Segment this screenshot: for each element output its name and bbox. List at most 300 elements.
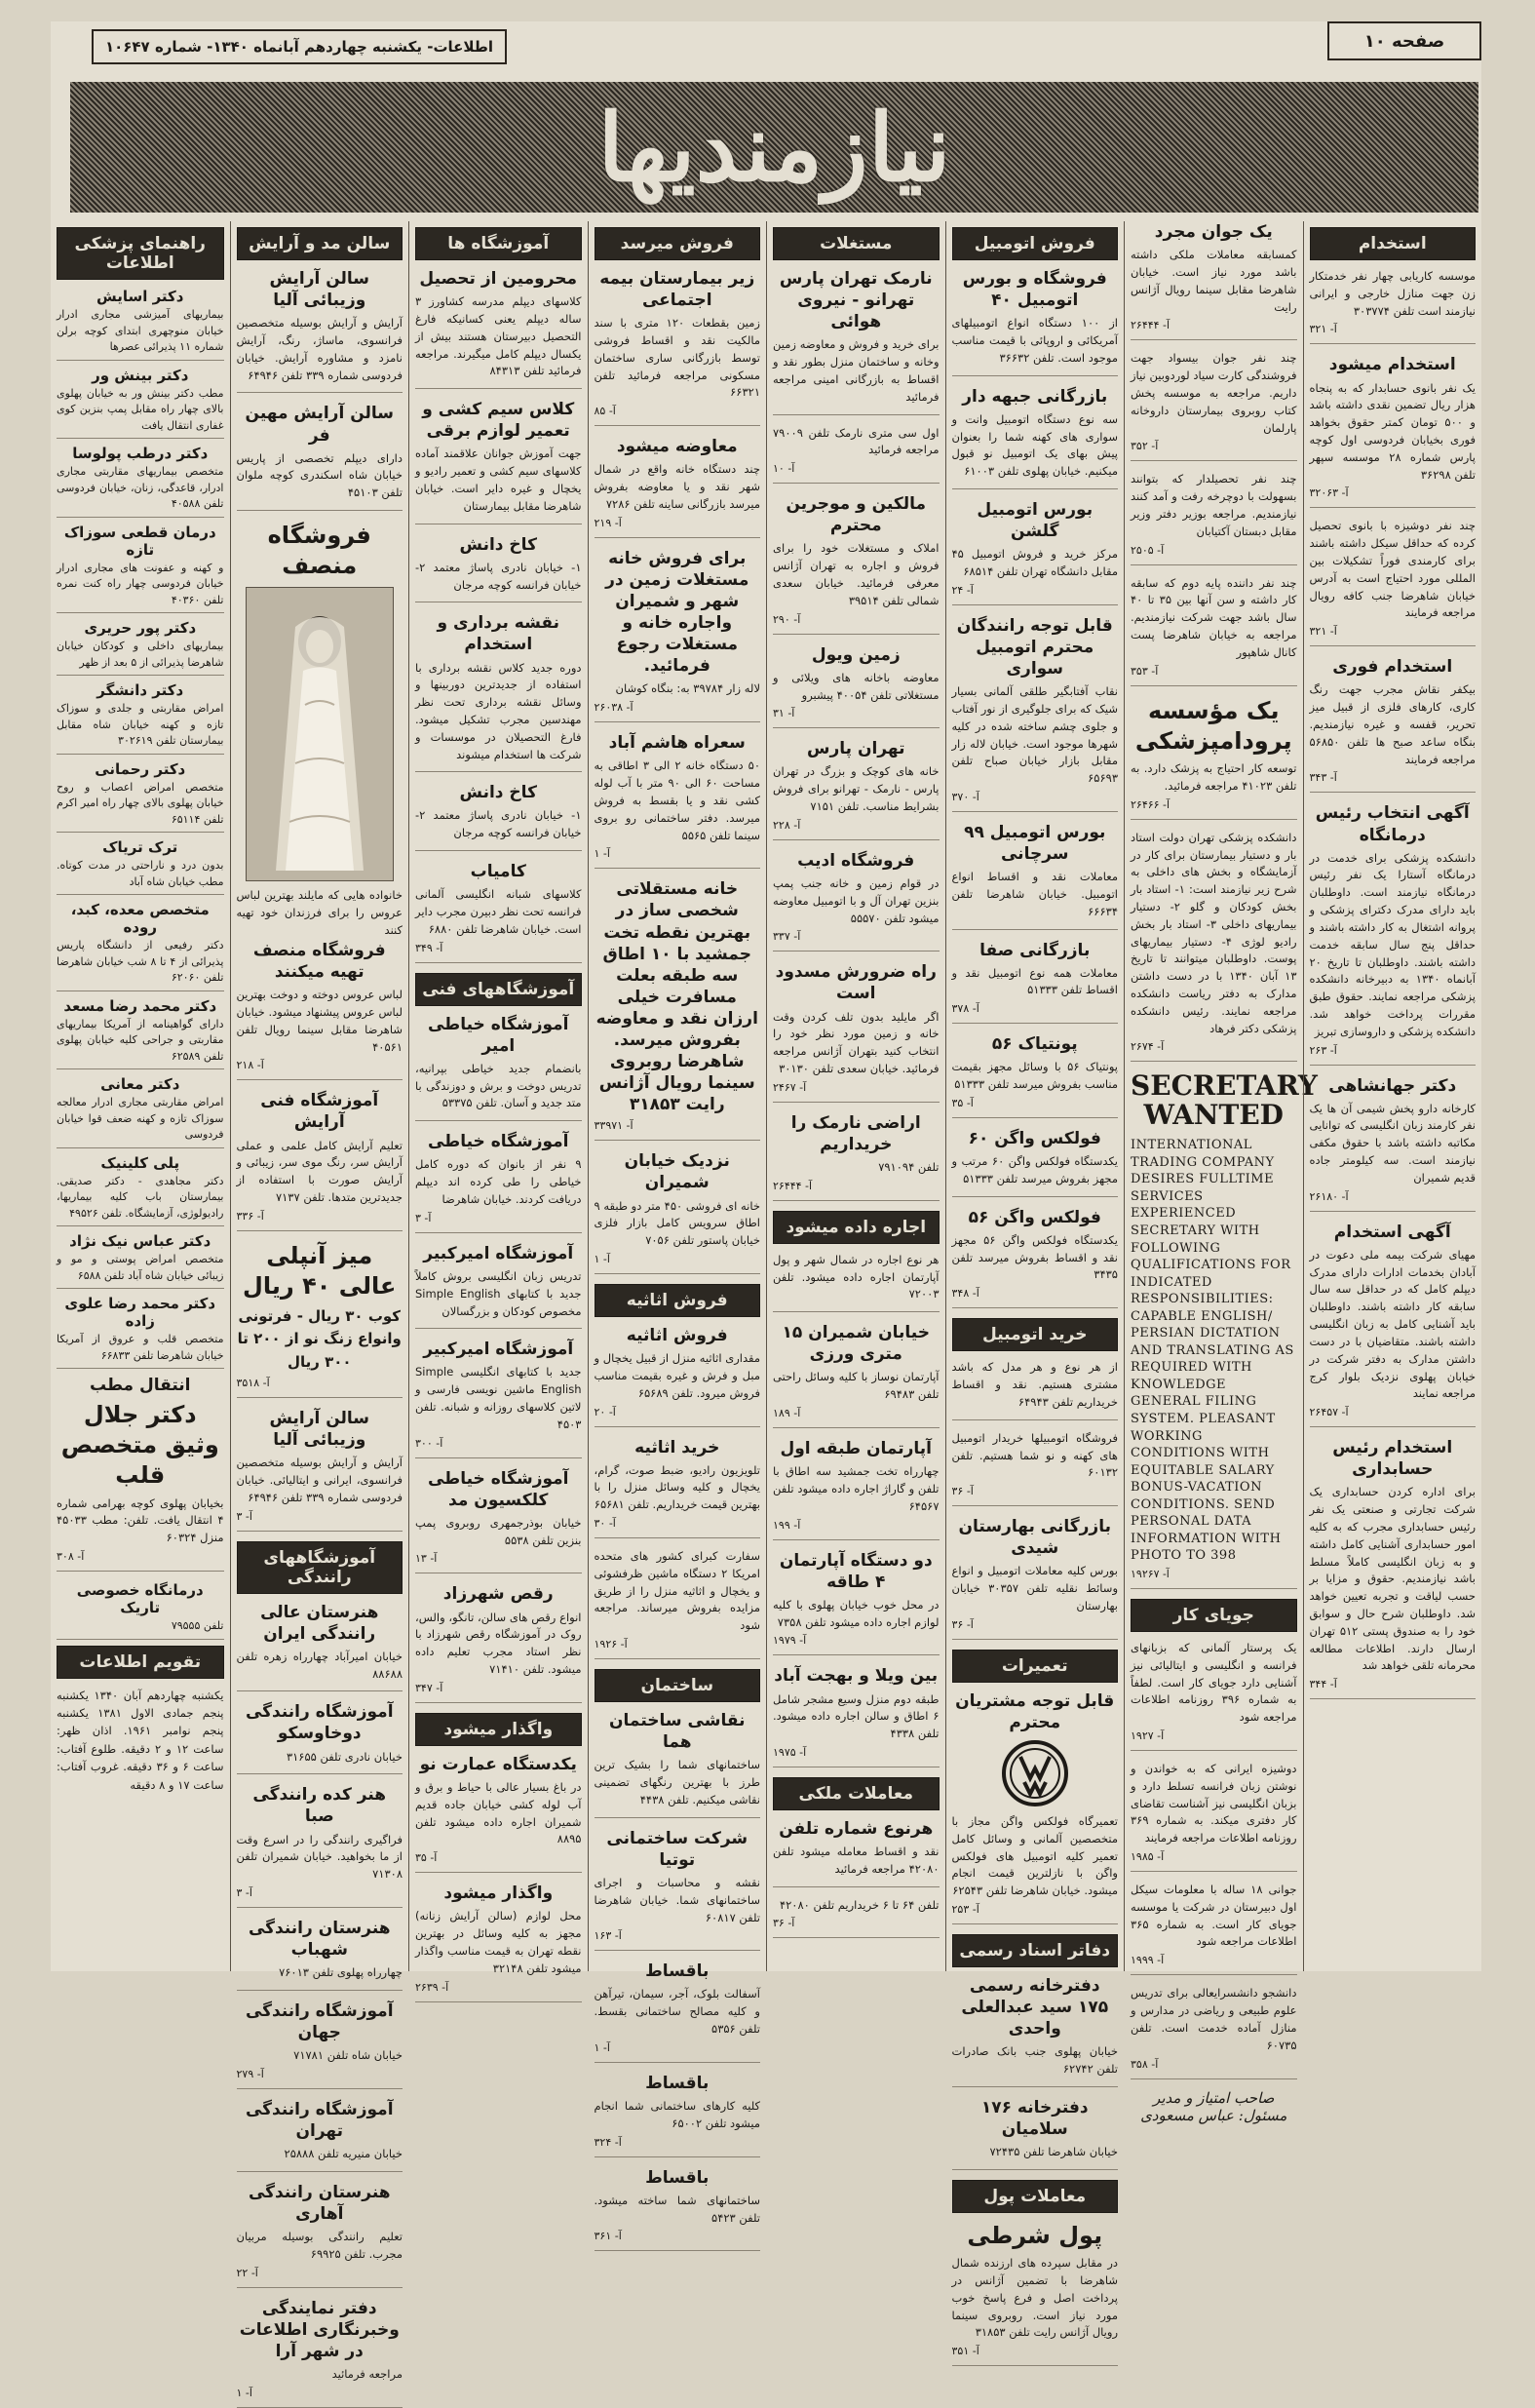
ad-text: اول سی متری نارمک تلفن ۷۹۰۰۹ مراجعه فرمائید [773,425,940,457]
ad-code: آ- ۳۶ [951,1485,974,1498]
ad-item [1131,1640,1297,1751]
ad-text: مراجعه فرمائید [331,2367,403,2382]
ad-item [952,940,1119,1025]
ad-text: تلویزیون رادیو، ضبط صوت، گرام، یخچال و کلیه وسائل منزل را با بهترین قیمت خریداریم. تلفن ۶۵۶۸۱ [594,1462,760,1512]
doctor-name: دکتر پور حریری [84,619,197,637]
ad-code: آ- ۳۳۹۷۱ [594,1119,633,1133]
ad-text: دوره جدید کلاس نقشه برداری با استفاده از جدیدترین دوربینها و وسائل نقشه برداری تحت نظر مهندسین مجرب تشکیل میشود. فارغ التحصیلان در موسسات و شرکت ها استخدام میشوند [415,660,582,761]
ad-text: چند دستگاه خانه واقع در شمال شهر نقد و یا معاوضه بفروش میرسد بازرگانی ساینه تلفن ۷۲۸۶ [594,462,760,511]
ad-columns [51,221,1481,2399]
ad-list [415,1754,582,2002]
ad-item [595,1710,761,1818]
ad-text: دانشجو دانشسرایعالی برای تدریس علوم طبیعی و ریاضی در مدارس و منازل آماده خدمت است. تلفن ۶۰۷۳۵ [1131,1986,1297,2052]
ad-item [237,268,403,393]
ad-text: تلفن ۷۹۱۰۹۴ [878,1160,940,1174]
ad-item [595,1961,761,2063]
ad-code: آ- ۳۴۴ [1309,1678,1337,1691]
ad-item [415,268,582,389]
ad-list [595,1325,761,1659]
ad-code: آ- ۳۰۸ [57,1550,85,1564]
ad-item [952,268,1119,376]
ad-subtitle: فروشگاه منصف تهیه میکنند [252,940,386,982]
ad-code: آ- ۲۷۹ [236,2067,264,2080]
ad-text: خیابان پهلوی جنب بانک صادرات تلفن ۶۲۷۴۲ [951,2044,1118,2077]
doctor-entry [57,1232,224,1289]
ad-item [1310,354,1477,508]
column-medical [51,221,230,1971]
ad-item [237,1701,403,1774]
ad-item [415,612,582,772]
ad-notice [57,1375,224,1572]
doctor-text: بیماریهای داخلی و کودکان خیابان شاهرضا پذیرائی از ۵ بعد از ظهر [57,640,224,669]
ad-code: آ- ۱۹۹ [773,1518,801,1532]
ad-title: خیابان شمیران ۱۵ متری ورزی [782,1323,930,1365]
ad-title: آموزشگاه امیرکبیر [423,1340,574,1360]
section-header: آموزشگاه ها [415,227,582,260]
ad-item [773,493,940,634]
ad-title: قابل توجه رانندگان محترم اتومبیل سواری [956,615,1113,679]
ad-text: بانضمام جدید خیاطی بپرانیه، تدریس دوخت و برش و دوزندگی با متد جدید و آسان. تلفن ۵۳۳۷۵ [415,1061,582,1110]
ad-code: آ- ۲۶۴۵۷ [1309,1406,1349,1419]
ad-list [773,1818,940,1939]
ad-title: قابل توجه مشتریان محترم [955,1690,1115,1732]
doctor-name: دکتر معانی [100,1075,180,1093]
ad-title: بورس اتومبیل ۹۹ سرچانی [964,822,1106,865]
column-employment [1303,221,1482,1971]
column-property [766,221,945,1971]
doctor-text: بدون درد و ناراحتی در مدت کوتاه. مطب خیابان شاه آباد [57,859,224,888]
ad-code: آ- ۳۵۱۸ [236,1376,270,1389]
ad-code: آ- ۳۵ [951,1097,974,1109]
ad-item [415,1468,582,1574]
ad-code: آ- ۳۳۷ [773,930,801,944]
ad-title: فروش اثاثیه [626,1325,728,1345]
ad-item [1131,350,1297,461]
ad-item [1131,1882,1297,1975]
ad-code: آ- ۲۲۸ [773,818,801,832]
ad-text: سه نوع دستگاه اتومبیل وانت و سواری های کهنه شما را بعنوان پیش بهای یک اتومبیل نو قبول میکنیم. خیابان پهلوی تلفن ۶۱۰۰۳ [951,411,1118,479]
ad-item [1310,1437,1477,1699]
ad-title: استخدام میشود [1328,355,1456,375]
ad-text: کمسابقه معاملات ملکی داشته باشد مورد نیاز است. خیابان شاهرضا مقابل سینما رویال آژانس رایت [1131,248,1297,314]
ad-title: آموزشگاه رانندگی دوخاوسکو [245,1702,394,1744]
ad-title: بورس اتومبیل گلشن [977,499,1094,542]
calendar-text: یکشنبه چهاردهم آبان ۱۳۴۰ یکشنبه پنجم جمادی الاول ۱۳۸۱ یکشنبه پنجم نوامبر ۱۹۶۱. اذان ظهر: ساعت ۱۲ و ۲ دقیقه. طلوع آفتاب: ساعت ۶ و ۳۶ دقیقه. غروب آفتاب: ساعت ۱۷ و ۸ دقیقه [57,1688,224,1792]
ad-title: خانه مستقلاتی شخصی ساز در بهترین نقطه تخت جمشید با ۱۰ اطاق سه طبقه بعلت مسافرت خیلی ارزان نقد و معاوضه بفروش میرسد. شاهرضا روبروی سینما رویال آژانس رایت ۳۱۸۵۳ [595,879,758,1115]
ad-item [237,403,403,511]
ad-title: مالکین و موجرین محترم [786,494,926,536]
doctor-text: متخصص امراض پوستی و مو و زیبائی خیابان شاه آباد تلفن ۶۵۸۸ [57,1253,224,1282]
ad-title: دفتر نمایندگی وخبرنگاری اطلاعات در شهر آرا [239,2298,400,2361]
ad-title: نقشه برداری و استخدام [437,613,559,655]
ad-code: آ- ۳۴۹ [415,941,443,954]
ad-item [773,1818,940,1887]
ad-featured [1131,696,1297,820]
ad-text: از هر نوع و هر مدل که باشد مشتری هستیم. نقد و اقساط خریداریم تلفن ۶۴۹۴۳ [951,1360,1118,1409]
ad-text: دارای دیپلم تخصصی از پاریس خیابان شاه اسکندری کوچه ملوان تلفن ۴۵۱۰۳ [236,450,403,500]
doctor-name: دکتر عباس نیک نژاد [69,1232,211,1250]
ad-item [952,1207,1119,1309]
ad-title: سالن آرایش وزیبائی آلیا [269,1408,370,1450]
ad-code: آ- ۳۶ [951,1617,974,1631]
ad-text: تلفن ۶۴ تا ۶ خریداریم تلفن ۴۲۰۸۰ [779,1897,940,1912]
section-header: جویای کار [1131,1599,1297,1632]
section-header: آموزشگاههای رانندگی [237,1541,403,1594]
ad-code: آ- ۲۱۹ [594,516,622,529]
ad-item [773,1112,940,1201]
section-header: واگذار میشود [415,1713,582,1746]
section-header: استخدام [1310,227,1477,260]
ad-featured [237,1241,403,1398]
ad-text: املاک و مستغلات خود را برای فروش و اجاره به تهران آژانس معرفی فرمائید. خیابان سعدی شمالی تلفن ۳۹۵۱۴ [773,541,940,607]
ad-item [1131,575,1297,686]
ad-text: ساختمانهای شما ساخته میشود. تلفن ۵۴۲۳ [594,2193,760,2225]
ad-text: فراگیری رانندگی را در اسرع وقت از ما بخواهید. خیابان شمیران تلفن ۷۱۳۰۸ [236,1832,403,1882]
doctor-entry [57,1295,224,1369]
ad-title: آموزشگاه خیاطی [427,1132,569,1152]
ad-code: آ- ۲۴ [951,583,974,597]
ad-item [237,2099,403,2172]
ad-text: یک پرستار آلمانی که بزبانهای فرانسه و انگلیسی و ایتالیائی نیز آشنایی دارد جویای کار است. لطفاً به شماره ۳۹۶ روزنامه اطلاعات مراجعه شود [1131,1640,1297,1725]
ad-list [237,1602,403,2408]
ad-code: آ- ۲۴۶۷ [773,1080,807,1094]
bride-illustration-icon [247,588,393,880]
ad-title: هنرستان عالی رانندگی ایران [260,1602,379,1644]
ad-list [1131,221,1297,686]
clinic-text: تلفن ۷۹۵۵۵ [171,1619,224,1633]
ad-item [952,2097,1119,2170]
ad-text: یکدستگاه فولکس واگن ۵۶ مجهز نقد و اقساط بفروش میرسد تلفن ۳۴۳۵ [951,1232,1118,1282]
ad-text: چهارراه تخت جمشید سه اطاق با تلفن و گاراژ اجاره داده میشود تلفن ۶۴۵۶۷ [773,1464,940,1513]
ad-code: آ- ۲۶۳۹ [415,1980,449,1994]
page-number: صفحه ۱۰ [1327,21,1481,60]
ad-code: آ- ۱۳ [415,1552,438,1566]
ad-item [595,436,761,538]
ad-code: آ- ۳۲۴ [594,2135,622,2149]
ad-text: مهیای شرکت بیمه ملی دعوت در آبادان بخدمات ادارات دارای مدرک دیپلم کامل که در حداقل سه سال سابقه کار داشته باشند. داوطلبان باید آشنایی کامل به زبان انگلیسی داشته باشند. متقاضیان با در دست داشتن مدارک به دفتر شرکت در خیابان پهلوی نزدیک بلوار کرج مراجعه نمایند [1309,1247,1476,1401]
doctor-name: دکتر بینش ور [92,366,189,384]
ad-title: باقساط [645,2073,710,2093]
ad-code: آ- ۳ [236,1509,252,1523]
ad-text: طبقه دوم منزل وسیع مشجر شامل ۶ اطاق و سالن اجاره داده میشود. تلفن ۴۳۳۸ [773,1691,940,1741]
ad-code: آ- ۱۹۲۶۷ [1131,1567,1170,1580]
ad-text: کلاسهای شبانه انگلیسی آلمانی فرانسه تحت نظر دبیرن مجرب دایر است. خیابان شاهرضا تلفن ۶۸۸۰ [415,887,582,936]
ad-text: نقد و اقساط معامله میشود تلفن ۴۲۰۸۰ مراجعه فرمائید [773,1845,940,1876]
ad-code: آ- ۳۴۸ [951,1287,979,1301]
ad-title: دفترخانه رسمی ۱۷۵ سید عبدالعلی واحدی [961,1976,1109,2039]
section-header: راهنمای پزشکی اطلاعات [57,227,224,280]
ad-item [1310,1222,1477,1427]
column-employment-2 [1124,221,1318,2124]
ad-code: آ- ۳۶۱ [594,2230,622,2243]
ad-text: معاوضه باخانه های ویلائی و مستغلاتی تلفن ۴۰۰۵۴ پیشبرو [773,670,940,702]
ad-item [1131,471,1297,564]
ad-item [1310,518,1477,646]
ad-title: پونتیاک ۵۶ [991,1034,1078,1055]
ad-code: آ- ۳ [236,1885,252,1899]
ad-repair [952,1690,1119,1924]
ad-text: خیابان نادری تلفن ۳۱۶۵۵ [286,1749,403,1764]
ad-text: مقداری اثاثیه منزل از قبیل یخچال و مبل و فرش و غیره بقیمت مناسب فروش میرود. تلفن ۶۵۶۸۹ [594,1351,760,1400]
ad-code: آ- ۲۶۳ [1309,1043,1337,1057]
doctor-entry [57,445,224,518]
ad-title: میز آنپلی عالی ۴۰ ریال [243,1241,397,1300]
ad-item [773,1322,940,1428]
ad-item [415,782,582,851]
section-header: ساختمان [595,1669,761,1702]
ad-item [952,499,1119,605]
ad-text: ۱- خیابان نادری پاساژ معتمد ۲- خیابان فرانسه کوچه مرجان [415,808,582,840]
ad-title: فولکس واگن ۵۶ [968,1207,1101,1227]
ad-text: آرایش و آرایش بوسیله متخصصین فرانسوی، ایرانی و ایتالیائی. خیابان فردوسی شماره ۳۳۹ تلفن ۶۴۹۴۶ [236,1456,403,1504]
ad-code: آ- ۳۲۰۶۳ [1309,486,1349,500]
ad-text: از ۱۰۰ دستگاه انواع اتومبیلهای آمریکائی و اروپائی با قیمت مناسب موجود است. تلفن ۳۶۶۳۲ [951,316,1118,365]
ad-title: دو دستگاه آپارتمان ۴ طاقه [779,1550,933,1592]
ad-title: زیر بیمارستان بیمه اجتماعی [599,269,755,311]
doctor-text: متخصص بیماریهای مقاربتی مجاری ادرار، قاعدگی، زنان، خیابان فردوسی تلفن ۴۰۵۸۸ [57,465,224,510]
ad-title: آموزشگاه خیاطی امیر [427,1014,569,1056]
doctor-entry [57,760,224,834]
ad-title: استخدام رئیس حسابداری [1332,1438,1453,1480]
ad-item [1310,268,1477,344]
ad-title: نزدیک خیابان شمیران [624,1151,730,1193]
ad-item [773,268,940,415]
ad-title: یک جوان مجرد [1154,222,1273,242]
ad-text: چند نفر داننده پایه دوم که سابقه کار داشته و سن آنها بین ۳۵ تا ۴۰ سال باشد جهت شرکت نیازمندیم. مراجعه به خیابان شاهرضا پست کانال شاهپور [1131,575,1297,659]
ad-list [1131,830,1297,1063]
ad-code: آ- ۱۹۸۵ [1131,1850,1165,1864]
doctor-name: درمان قطعی سوزاک تازه [63,523,216,559]
ad-item [773,850,940,952]
ad-code: آ- ۱۹۷۹ [773,1634,807,1648]
column-for-sale [588,221,767,2243]
ad-title: تهران پارس [807,739,905,759]
ad-code: آ- ۳۰ [594,1517,616,1531]
ad-title: سالن آرایش وزیبائی آلیا [269,269,370,311]
ad-title: واگذار میشود [443,1884,554,1904]
ad-code: آ- ۱۹۲۶ [594,1638,628,1651]
newspaper-page [51,21,1481,2399]
ad-item [595,268,761,426]
doctor-name: پلی کلینیک [100,1153,180,1172]
ad-text: در محل خوب خیابان پهلوی با کلیه لوازم اجاره داده میشود تلفن ۷۳۵۸ [773,1597,940,1629]
ad-code: آ- ۲۶۴۴۴ [773,1179,813,1192]
ad-title: آپارتمان طبقه اول [780,1439,933,1459]
section-header: تعمیرات [952,1650,1119,1683]
doctor-name: دکتر اسایش [96,288,184,305]
ad-text: تدریس زبان انگلیسی بروش کاملاً جدید با کتابهای Simple English مخصوص کودکان و بزرگسالان [415,1268,582,1318]
ad-featured [952,2221,1119,2366]
ad-item [952,1430,1119,1506]
ad-text: مرکز خرید و فروش اتومبیل ۴۵ مقابل دانشگاه تهران تلفن ۶۸۵۱۴ [951,547,1118,578]
ad-item [415,534,582,603]
ad-code: آ- ۲۲ [236,2266,258,2279]
ad-text: خیابان بوذرجمهری روبروی پمپ بنزین تلفن ۵۵۳۸ [415,1515,582,1547]
ad-list [237,1090,403,1230]
ad-title: هنرستان رانندگی شهباب [248,1918,391,1961]
ad-list [773,268,940,1201]
ad-title: آموزشگاه خیاطی کلکسیون مد [427,1468,569,1510]
ad-title: باقساط [645,1961,710,1982]
doctor-text: متخصص قلب و عروق از آمریکا خیابان شاهرضا تلفن ۶۶۸۳۳ [57,1333,224,1362]
ad-item [773,738,940,840]
ad-text: چهارراه پهلوی تلفن ۷۶۰۱۳ [279,1965,403,1980]
ad-item [595,2167,761,2252]
ad-code: آ- ۲۱۸ [236,1059,264,1072]
ad-title: استخدام فوری [1332,657,1453,678]
ad-list [415,268,582,963]
ad-text: معاملات نقد و اقساط انواع اتومبیل. خیابان شاهرضا تلفن ۶۶۶۳۴ [951,870,1118,918]
ad-item [952,1975,1119,2087]
ad-title: بازرگانی جبهه دار [962,386,1108,407]
ad-item [952,1359,1119,1419]
ad-text: زمین بقطعات ۱۲۰ متری با سند مالکیت نقد و اقساط فروشی توسط بازرگانی ساری ساختمان مسکونی مراجعه فرمائید تلفن ۶۶۳۲۱ [594,316,760,400]
ad-title: فروشگاه و بورس اتومبیل ۴۰ [962,269,1107,311]
ad-text: ساختمانهای شما را بشیک ترین طرز با بهترین رنگهای تضمینی نقاشی میکنیم. تلفن ۴۴۳۸ [594,1758,760,1806]
ad-item [415,1583,582,1702]
doctor-text: امراض مقاربتی مجاری ادرار معالجه سوزاک تازه و کهنه ضعف قوا خیابان فردوسی [57,1096,224,1141]
doctor-text: متخصص امراض اعصاب و روح خیابان پهلوی بالای چهار راه امیر اکرم تلفن ۶۵۱۱۴ [57,780,224,826]
ad-item [595,878,761,1141]
doctor-text: امراض مقاربتی و جلدی و سوزاک تازه و کهنه خیابان شاه مقابل بیمارستان تلفن ۳۰۲۶۱۹ [57,702,224,747]
ad-item [952,615,1119,812]
section-header: معاملات ملکی [773,1777,940,1810]
ad-code: آ- ۱۹۹۹ [1131,1954,1165,1967]
ad-item [595,732,761,869]
ad-text: خیابان شاه تلفن ۷۱۷۸۱ [293,2048,403,2063]
ad-code: آ- ۳۷۸ [951,1002,979,1016]
ad-text: جدید با کتابهای انگلیسی Simple English ماشین نویسی فارسی و لاتین کلاسهای روزانه و شبانه. تلفن ۴۵۰۳ [415,1365,582,1431]
ad-text: ۹ نفر از بانوان که دوره کامل خیاطی را طی کرده اند دیپلم دریافت کردند. خیابان شاهرضا [415,1157,582,1206]
ad-text: لباس عروس دوخته و دوخت بهترین لباس عروس پیشنهاد میشود. خیابان شاهرضا مقابل سینما رویال تلفن ۴۰۵۶۱ [236,988,403,1054]
clinic-name: درمانگاه خصوصی تاریک [76,1581,204,1617]
ad-title: بازرگانی بهارستان شیدی [958,1517,1111,1559]
ad-item [952,822,1119,930]
ad-list [773,1252,940,1767]
doctor-name: دکتر درطب پولوسا [72,445,209,462]
ad-text: بورس کلیه معاملات اتومبیل و انواع وسائط نقلیه تلفن ۳۰۳۵۷ خیابان بهارستان [951,1564,1119,1612]
ad-text: دانشکده پزشکی تهران دولت استاد بار و دستیار بیمارستان برای کار در آزمایشگاه و بخش های داخلی به شرح زیر نیازمند است: ۱- استاد بار بخش کودکان و گلو ۲- دستیار بیماریهای داخلی ۳- استاد بار بخش رادیو لوژی ۴- دستیار بیماریهای پوست. داوطلبان میتوانند تا تاریخ ۱۳ آبان ۱۳۴۰ با در دست داشتن مدارک به دفتر ریاست دانشکده مراجعه نمایند. رئیس دانشکده پزشکی دکتر فرهاد [1131,830,1297,1035]
section-header: دفاتر اسناد رسمی [952,1934,1119,1967]
ad-text: تعلیم آرایش کامل علمی و عملی آرایش سر، رنگ موی سر، زیبائی و آرایش صورت با استفاده از جدیدترین متدها. تلفن ۷۱۳۷ [236,1138,403,1204]
ad-list [237,1408,403,1532]
doctor-entry [57,524,224,614]
ad-title: کلاس سیم کشی و تعمیر لوازم برقی [422,400,575,442]
doctor-name: دکتر محمد رضا علوی زاده [64,1295,216,1330]
ad-title: خرید اثاثیه [634,1437,720,1457]
ad-code: آ- ۳ [415,1211,432,1224]
section-header: سالن مد و آرایش [237,227,403,260]
ad-code: آ- ۳۵۲ [1131,440,1159,453]
vw-logo-icon [1001,1739,1069,1807]
ad-title: بین ویلا و بهجت آباد [774,1666,939,1687]
ad-text: آرایش و آرایش بوسیله متخصصین فرانسوی، ماساژ، رنگ، آرایش نامزد و مشاوره آرایش. خیابان فردوسی شماره ۳۳۹ تلفن ۶۴۹۴۶ [236,316,403,382]
ad-text: پونتیاک ۵۶ با وسائل مجهز بقیمت مناسب بفروش میرسد تلفن ۵۱۳۳۳ [951,1060,1118,1092]
doctor-text: بیماریهای آمیزشی مجاری ادرار خیابان منوچهری ابتدای کوچه برلن شماره ۱۱ پذیرائی عصرها [57,308,224,353]
ad-title: دکتر جهانشاهی [1328,1075,1457,1096]
publisher-signature: صاحب امتیاز و مدیر مسئول: عباس مسعودی [1140,2088,1287,2124]
ad-item [595,1437,761,1539]
ad-title: هنر کده رانندگی صبا [252,1785,387,1827]
doctor-text: مطب دکتر بینش ور به خیابان پهلوی بالای چهار راه مقابل پمپ بنزین کوی غفاری انتقال یافت [57,386,224,432]
ad-title: سالن آرایش مهین فر [245,404,394,446]
section-header: اجاره داده میشود [773,1211,940,1244]
ad-title: راه ضرورش مسدود است [775,962,937,1004]
ad-item [952,386,1119,489]
ad-code: آ- ۲۶۴۴۴ [1131,319,1170,332]
ad-code: آ- ۱۸۹ [773,1407,801,1420]
ad-title: آموزشگاه رانندگی تهران [245,2099,394,2142]
ad-code: آ- ۲۶۴۶۶ [1131,797,1170,811]
ad-text: کلیه کارهای ساختمانی شما انجام میشود تلفن ۶۵۰۰۲ [594,2098,760,2130]
ad-code: آ- ۲۹۰ [773,612,801,626]
ad-title: فروشگاه ادیب [797,850,915,871]
ad-item [1131,221,1297,340]
ad-code: آ- ۳۲۱ [1309,323,1337,336]
ad-item [237,1918,403,1991]
ad-title: سعراه هاشم آباد [608,733,746,754]
ad-text: کارخانه دارو پخش شیمی آن ها یک نفر کارمند زبان انگلیسی که توانایی مکاتبه داشته باشد با حقوق مکفی نیازمند است. سه کیلومتر جاده قدیم شمیران [1309,1101,1476,1185]
doctor-entry [57,997,224,1070]
ad-code: آ- ۳۵۸ [1131,2057,1159,2071]
ad-text: تعلیم رانندگی بوسیله مربیان مجرب. تلفن ۶۹۹۲۵ [236,2230,403,2261]
ad-code: آ- ۱ [594,1252,610,1265]
ad-text: کلاسهای دیپلم مدرسه کشاورز ۳ ساله دیپلم یعنی کسانیکه فارغ التحصیل دبیرستان هستند بیش از یکسال دیپلم کامل میگیرند. مراجعه فرمائید تلفن ۸۴۳۱۳ [415,294,582,378]
section-header: فروش اثاثیه [595,1284,761,1317]
ad-code: آ- ۳۳۶ [236,1209,264,1223]
ad-item [1131,830,1297,1063]
ad-text: چند نفر جوان بیسواد جهت فروشندگی کارت سیاد لوردوبین نیاز داریم. مراجعه به موسسه پخش کتاب روبروی بیمارستان داروخانه پارلمان [1131,351,1297,435]
ad-code: آ- ۱ [236,2386,252,2399]
ad-title: یکدستگاه عمارت نو [419,1754,577,1774]
doctor-entry [57,1075,224,1148]
ad-item [415,861,582,963]
ad-item [773,1252,940,1312]
ad-list [952,1359,1119,1640]
ad-code: آ- ۲۰ [594,1405,616,1418]
ad-list [952,268,1119,1308]
ad-title: یک مؤسسه پرودامپزشکی [1134,696,1292,755]
ad-text: در قوام زمین و خانه جنب پمپ بنزین تهران آل و با اتومبیل معاوضه میشود تلفن ۵۵۵۷۰ [773,875,940,925]
ad-title: باقساط [645,2167,710,2188]
doctor-name: دکتر رحمانی [95,759,186,778]
ad-item [237,1602,403,1692]
ad-title: محرومین از تحصیل [419,269,578,289]
ad-item [1131,1985,1297,2078]
doctor-entry [57,288,224,361]
ad-text: برای اداره کردن حسابداری یک شرکت تجارتی و صنعتی یک نفر رئیس حسابداری مجرب که به کلیه امور حسابداری آشنایی کامل داشته و به زبان انگلیسی کاملاً مسلط باشد نیازمندیم. حقوق و مزایا بر حسب لیاقت و تجربه تعیین خواهد شد. داوطلبان شرح حال و سوابق خود را به صندوق پستی ۵۱۲ تهران ارسال دارند. اطلاعات مطالعه محرمانه تلقی خواهد شد [1309,1485,1476,1673]
ad-text: آپارتمان نوساز با کلیه وسائل راحتی تلفن ۶۹۴۸۳ [773,1370,940,1402]
ad-text: خیابان منیریه تلفن ۲۵۸۸۸ [284,2147,403,2161]
notice-title: دکتر جلال وثیق متخصص قلب [60,1401,219,1490]
ad-item [237,2182,403,2288]
ad-code: آ- ۱۹۷۵ [773,1745,807,1759]
ad-code: آ- ۱۰ [773,462,795,476]
ad-code: آ- ۳۵۱ [951,2345,979,2358]
ad-title: آموزشگاه رانندگی جهان [245,2000,394,2043]
doctor-name: ترک تریاک [102,838,178,856]
ad-english [1131,1069,1318,1588]
ad-item [595,1548,761,1659]
ad-text: جوانی ۱۸ ساله با معلومات سیکل اول دبیرستان در شرکت یا موسسه جویای کار است. به شماره ۳۶۵ اطلاعات مراجعه شود [1131,1883,1297,1949]
ad-text: برای خرید و فروش و معاوضه زمین وخانه و ساختمان منزل بطور نقد و اقساط به بازرگانی امینی مراجعه فرمائید [773,337,940,404]
ad-title: آموزشگاه امیرکبیر [423,1243,574,1263]
ad-list [1310,268,1477,1699]
ad-title: دفترخانه ۱۷۶ سلامیان [980,2097,1089,2139]
section-header: معاملات پول [952,2180,1119,2213]
ad-item [773,644,940,729]
ad-text: خیابان شاهرضا تلفن ۷۲۴۳۵ [989,2145,1118,2159]
